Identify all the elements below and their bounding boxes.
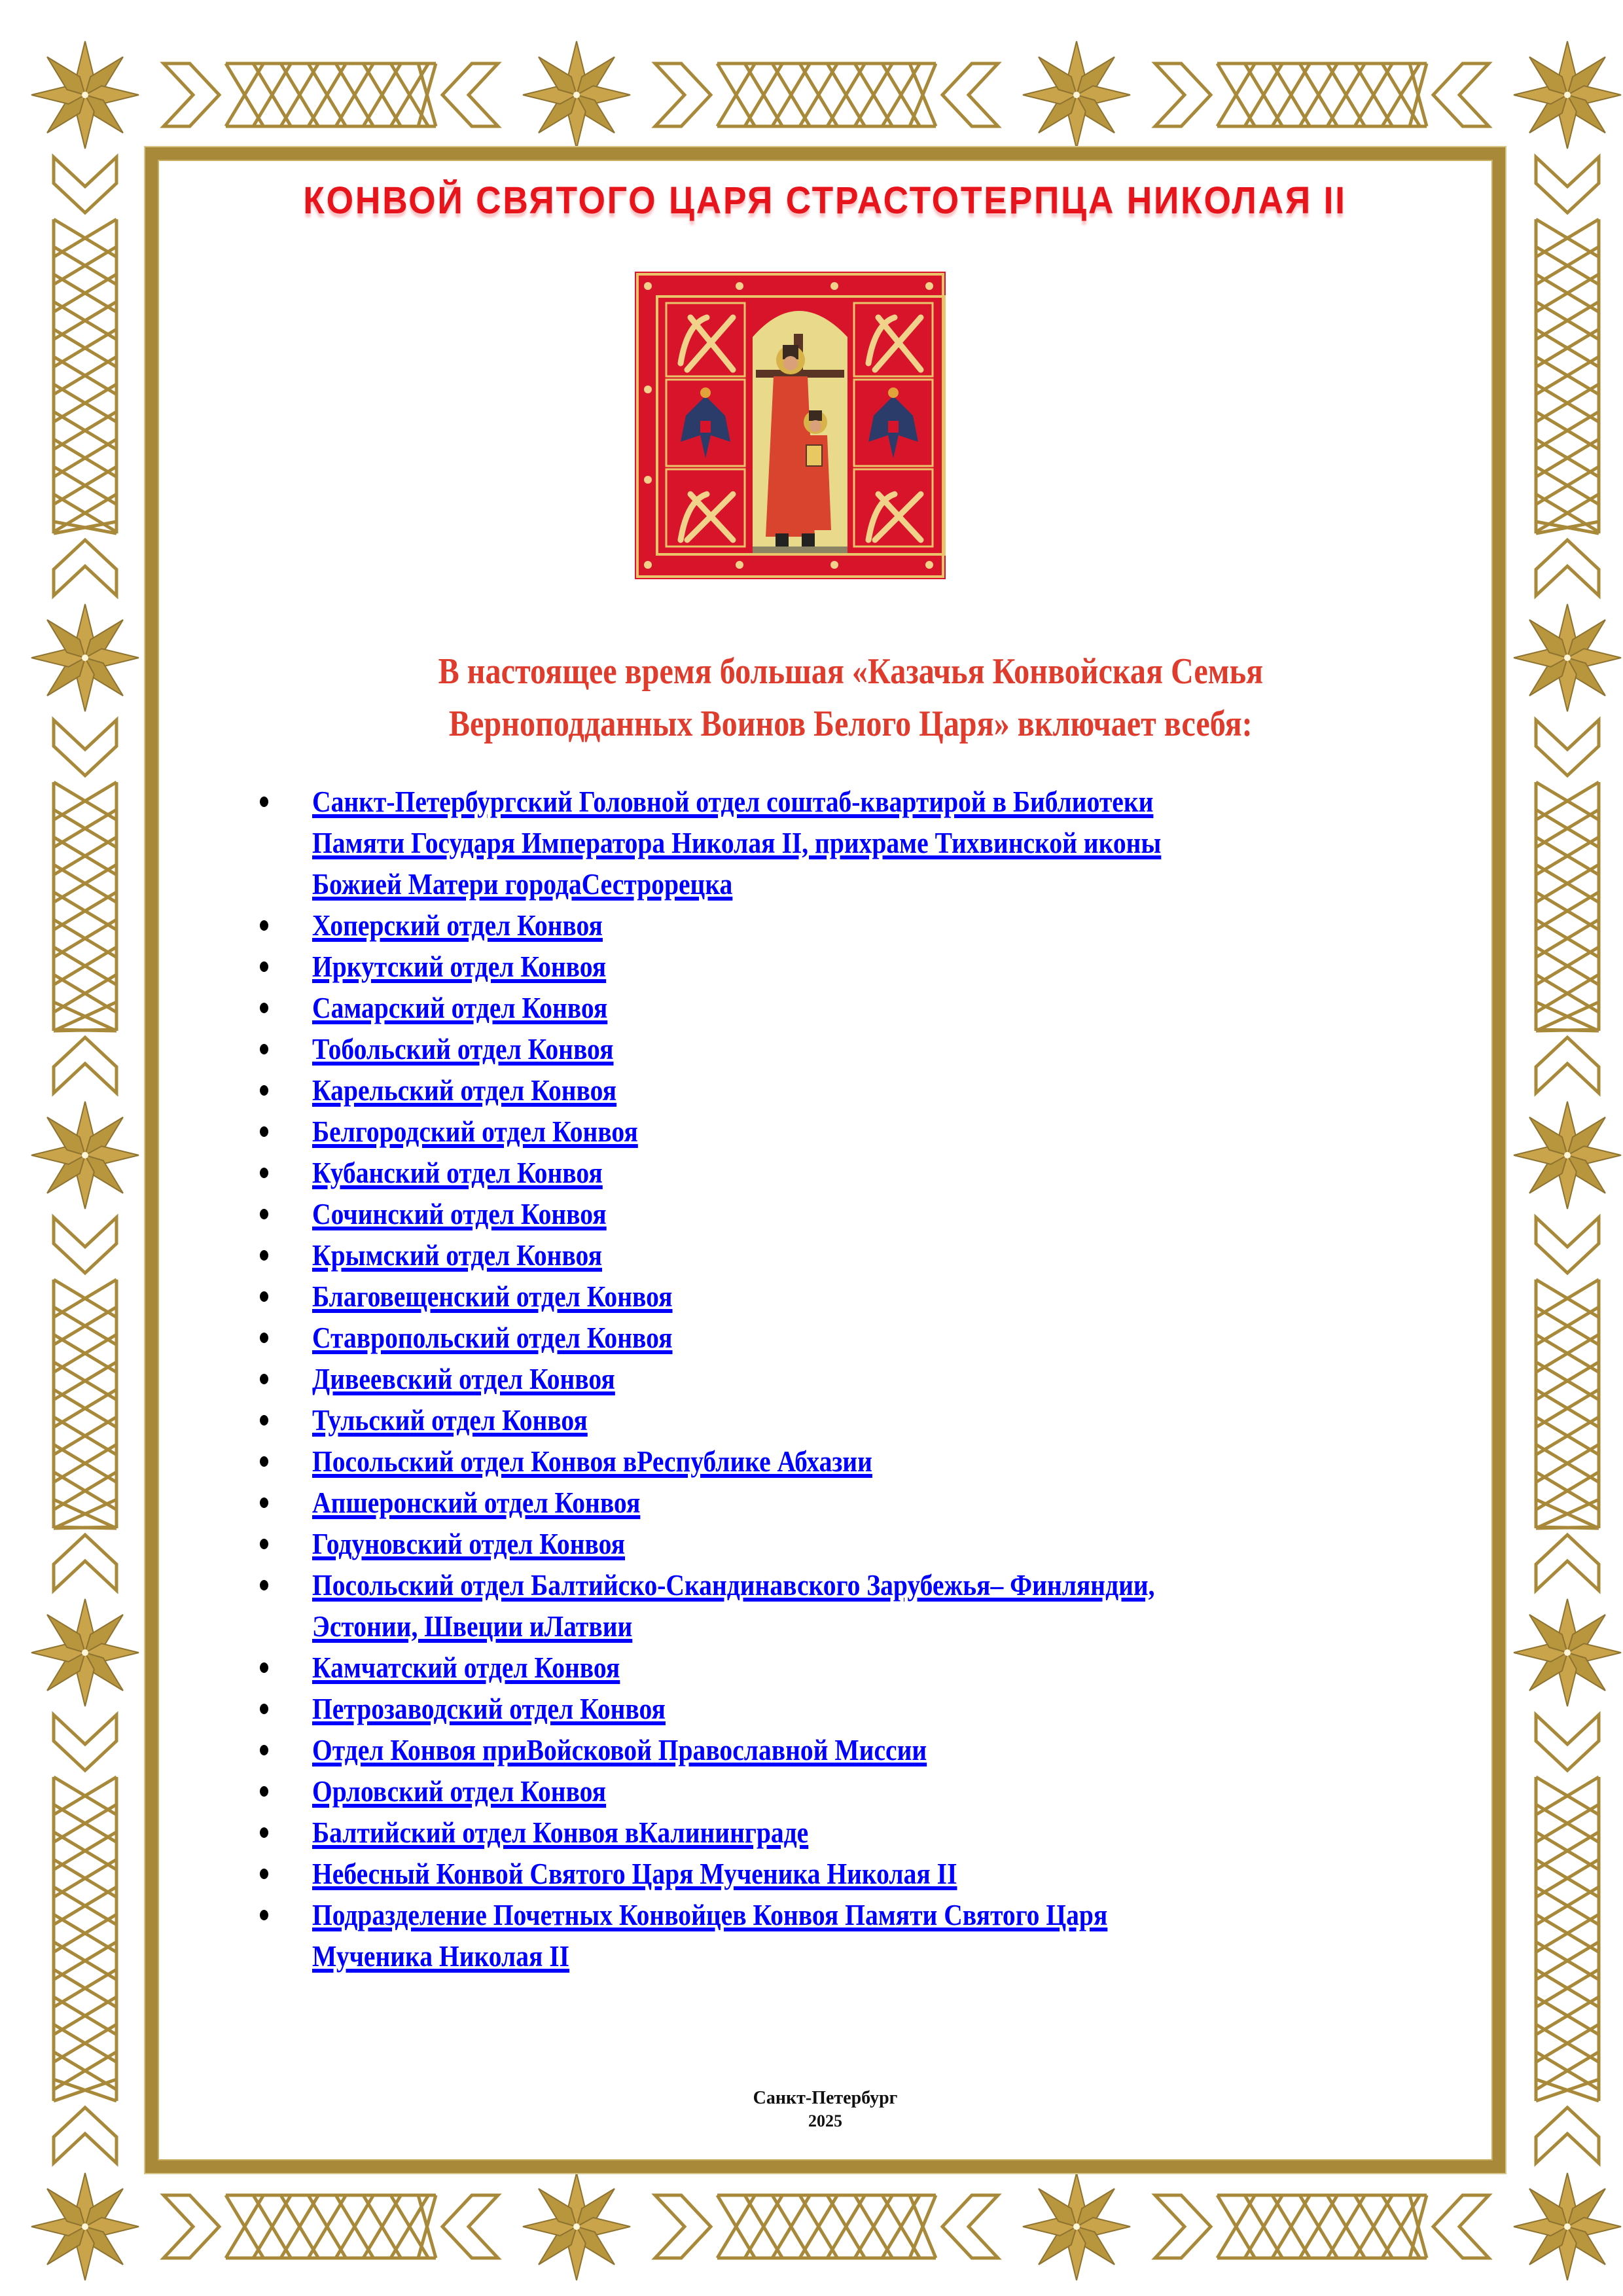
department-link[interactable] bbox=[312, 1647, 620, 1688]
list-item bbox=[252, 1069, 1482, 1111]
list-item bbox=[252, 946, 1482, 987]
gold-star-icon bbox=[1514, 41, 1621, 149]
lattice-band bbox=[54, 1715, 116, 2163]
list-item bbox=[252, 1688, 1482, 1729]
list-item bbox=[252, 781, 1482, 905]
bullet-icon bbox=[260, 1910, 268, 1920]
lattice-band bbox=[655, 2195, 998, 2258]
department-link[interactable] bbox=[312, 1193, 607, 1234]
department-link-line: Дивеевский отдел Конвоя bbox=[312, 1362, 615, 1395]
department-link[interactable] bbox=[312, 1234, 602, 1276]
department-link[interactable] bbox=[312, 1523, 625, 1564]
gold-star-icon bbox=[1514, 604, 1621, 711]
bullet-icon bbox=[260, 1044, 268, 1054]
list-item bbox=[252, 1028, 1482, 1069]
bullet-icon bbox=[260, 1539, 268, 1549]
department-link[interactable] bbox=[312, 1441, 872, 1482]
list-item bbox=[252, 1317, 1482, 1358]
list-item bbox=[252, 1853, 1482, 1894]
department-link-line: Крымский отдел Конвоя bbox=[312, 1238, 602, 1272]
footer-year: 2025 bbox=[808, 2111, 842, 2130]
bullet-icon bbox=[260, 1333, 268, 1343]
department-link-line: Тульский отдел Конвоя bbox=[312, 1403, 588, 1437]
department-link-line: Иркутский отдел Конвоя bbox=[312, 950, 607, 983]
lattice-band bbox=[655, 63, 998, 126]
department-link[interactable] bbox=[312, 1111, 638, 1152]
bullet-icon bbox=[260, 1374, 268, 1384]
lattice-band bbox=[164, 63, 498, 126]
lattice-band bbox=[164, 2195, 498, 2258]
department-link-line: Балтийский отдел Конвоя вКалининграде bbox=[312, 1816, 809, 1849]
gold-star-icon bbox=[31, 41, 139, 149]
lattice-band bbox=[54, 157, 116, 596]
footer bbox=[145, 2087, 1505, 2132]
bullet-icon bbox=[260, 1209, 268, 1219]
lattice-band bbox=[1536, 157, 1599, 596]
department-link[interactable] bbox=[312, 905, 603, 946]
lattice-band bbox=[1536, 1217, 1599, 1590]
department-link[interactable] bbox=[312, 1729, 927, 1770]
department-link-line: Кубанский отдел Конвоя bbox=[312, 1156, 603, 1189]
department-link[interactable] bbox=[312, 1770, 606, 1812]
department-link-line: Годуновский отдел Конвоя bbox=[312, 1527, 626, 1560]
footer-city: Санкт-Петербург bbox=[753, 2088, 898, 2108]
lattice-band bbox=[1536, 720, 1599, 1093]
bullet-icon bbox=[260, 1250, 268, 1261]
department-link[interactable] bbox=[312, 946, 606, 987]
gold-star-icon bbox=[31, 1102, 139, 1209]
bullet-icon bbox=[260, 1704, 268, 1714]
department-link[interactable] bbox=[312, 1069, 616, 1111]
list-item bbox=[252, 1647, 1482, 1688]
department-link-line: Карельский отдел Конвоя bbox=[312, 1073, 617, 1107]
bullet-icon bbox=[260, 920, 268, 931]
bullet-icon bbox=[260, 1126, 268, 1137]
gold-star-icon bbox=[1023, 2173, 1130, 2280]
department-link-line: Ставропольский отдел Конвоя bbox=[312, 1321, 673, 1354]
list-item bbox=[252, 1358, 1482, 1399]
gold-star-icon bbox=[1514, 2173, 1621, 2280]
department-link[interactable] bbox=[312, 1399, 588, 1441]
bullet-icon bbox=[260, 1003, 268, 1013]
bullet-icon bbox=[260, 1456, 268, 1467]
department-link-line: Божией Матери городаСестрорецка bbox=[312, 867, 733, 901]
department-link-line: Эстонии, Швеции иЛатвии bbox=[312, 1609, 633, 1643]
lattice-band bbox=[1155, 2195, 1489, 2258]
lattice-band bbox=[54, 1217, 116, 1590]
gold-star-icon bbox=[523, 41, 630, 149]
list-item bbox=[252, 1729, 1482, 1770]
gold-star-icon bbox=[31, 1599, 139, 1706]
lattice-band bbox=[54, 720, 116, 1093]
list-item bbox=[252, 1111, 1482, 1152]
gold-star-icon bbox=[1514, 1599, 1621, 1706]
gold-star-icon bbox=[523, 2173, 630, 2280]
department-link-line: Памяти Государя Императора Николая II, прихраме Тихвинской иконы bbox=[312, 826, 1162, 859]
department-link[interactable] bbox=[312, 1894, 1107, 1977]
department-link[interactable] bbox=[312, 1812, 808, 1853]
list-item bbox=[252, 1152, 1482, 1193]
bullet-icon bbox=[260, 1662, 268, 1673]
department-link[interactable] bbox=[312, 1028, 613, 1069]
gold-star-icon bbox=[1514, 1102, 1621, 1209]
lattice-band bbox=[1536, 1715, 1599, 2163]
bullet-icon bbox=[260, 1498, 268, 1508]
department-link[interactable] bbox=[312, 781, 1161, 905]
list-item bbox=[252, 1812, 1482, 1853]
department-link-line: Мученика Николая II bbox=[312, 1939, 570, 1973]
list-item bbox=[252, 987, 1482, 1028]
convoy-banner-icon bbox=[635, 272, 946, 579]
bullet-icon bbox=[260, 1827, 268, 1838]
department-link[interactable] bbox=[312, 1688, 666, 1729]
list-item bbox=[252, 1193, 1482, 1234]
department-link[interactable] bbox=[312, 1276, 673, 1317]
gold-star-icon bbox=[1023, 41, 1130, 149]
department-link-line: Подразделение Почетных Конвойцев Конвоя Памяти Святого Царя bbox=[312, 1898, 1108, 1931]
department-link-line: Посольский отдел Конвоя вРеспублике Абхазии bbox=[312, 1444, 872, 1478]
list-item bbox=[252, 1894, 1482, 1977]
page-title-text: КОНВОЙ СВЯТОГО ЦАРЯ СТРАСТОТЕРПЦА НИКОЛАЯ II bbox=[303, 179, 1347, 222]
bullet-icon bbox=[260, 1745, 268, 1755]
department-link-line: Хоперский отдел Конвоя bbox=[312, 908, 603, 942]
list-item bbox=[252, 1399, 1482, 1441]
section-heading bbox=[196, 645, 1505, 750]
bullet-icon bbox=[260, 1168, 268, 1178]
list-item bbox=[252, 1441, 1482, 1482]
bullet-icon bbox=[260, 961, 268, 972]
department-link[interactable] bbox=[312, 1152, 603, 1193]
list-item bbox=[252, 1564, 1482, 1647]
department-link-line: Небесный Конвой Святого Царя Мученика Николая II bbox=[312, 1857, 957, 1890]
bullet-icon bbox=[260, 1869, 268, 1879]
list-item bbox=[252, 1234, 1482, 1276]
department-link-line: Тобольский отдел Конвоя bbox=[312, 1032, 614, 1066]
list-item bbox=[252, 905, 1482, 946]
bullet-icon bbox=[260, 797, 268, 807]
bullet-icon bbox=[260, 1580, 268, 1590]
department-link-line: Благовещенский отдел Конвоя bbox=[312, 1280, 673, 1313]
department-link-line: Санкт-Петербургский Головной отдел соштаб-квартирой в Библиотеки bbox=[312, 785, 1154, 818]
bullet-icon bbox=[260, 1415, 268, 1426]
department-link[interactable] bbox=[312, 1358, 615, 1399]
gold-star-icon bbox=[31, 604, 139, 711]
department-link-line: Апшеронский отдел Конвоя bbox=[312, 1486, 641, 1519]
bullet-icon bbox=[260, 1786, 268, 1797]
department-link-line: Отдел Конвоя приВойсковой Православной Миссии bbox=[312, 1733, 927, 1767]
department-link-line: Посольский отдел Балтийско-Скандинавского Зарубежья– Финляндии, bbox=[312, 1568, 1155, 1602]
convoy-departments-list bbox=[252, 781, 1482, 1977]
department-link[interactable] bbox=[312, 987, 607, 1028]
gold-star-icon bbox=[31, 2173, 139, 2280]
department-link[interactable] bbox=[312, 1482, 640, 1523]
list-item bbox=[252, 1482, 1482, 1523]
lattice-band bbox=[1155, 63, 1489, 126]
department-link-line: Сочинский отдел Конвоя bbox=[312, 1197, 607, 1230]
list-item bbox=[252, 1276, 1482, 1317]
department-link[interactable] bbox=[312, 1564, 1155, 1647]
department-link-line: Петрозаводский отдел Конвоя bbox=[312, 1692, 666, 1725]
page-title bbox=[145, 178, 1505, 224]
department-link-line: Камчатский отдел Конвоя bbox=[312, 1651, 620, 1684]
department-link-line: Самарский отдел Конвоя bbox=[312, 991, 608, 1024]
department-link-line: Орловский отдел Конвоя bbox=[312, 1774, 607, 1808]
bullet-icon bbox=[260, 1291, 268, 1302]
department-link-line: Белгородский отдел Конвоя bbox=[312, 1115, 638, 1148]
list-item bbox=[252, 1770, 1482, 1812]
heading-line-2: Верноподданных Воинов Белого Царя» включает всебя: bbox=[449, 704, 1253, 744]
department-link[interactable] bbox=[312, 1853, 957, 1894]
department-link[interactable] bbox=[312, 1317, 673, 1358]
bullet-icon bbox=[260, 1085, 268, 1096]
heading-line-1: В настоящее время большая «Казачья Конвойская Семья bbox=[438, 651, 1264, 692]
list-item bbox=[252, 1523, 1482, 1564]
